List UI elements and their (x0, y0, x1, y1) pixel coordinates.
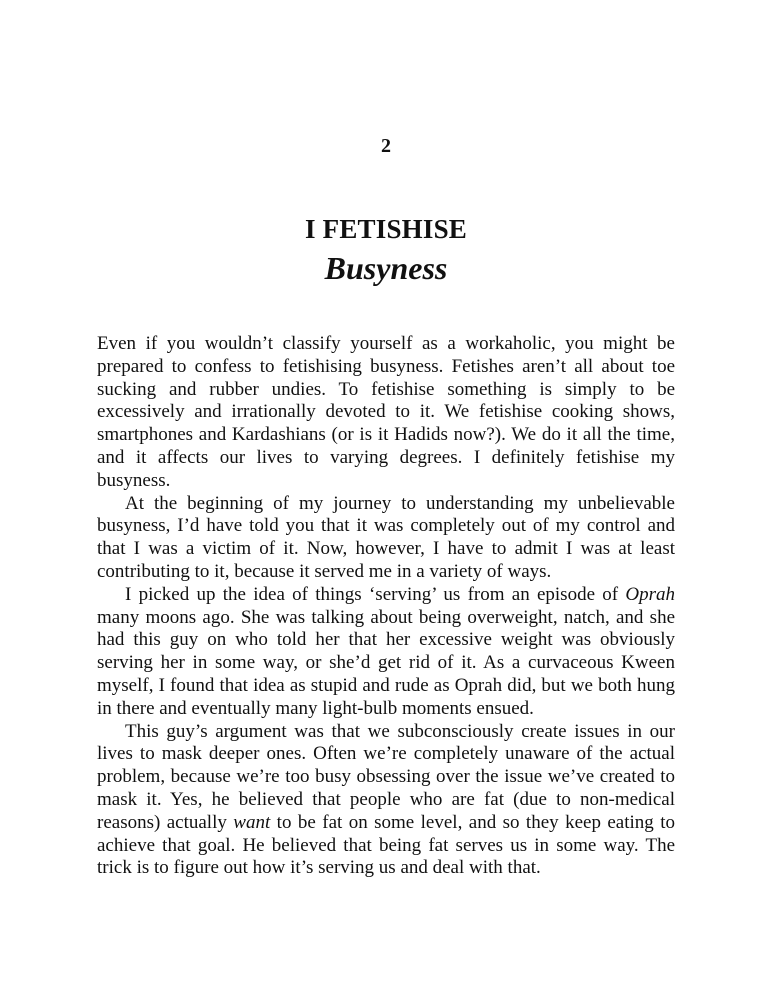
body-text (97, 333, 675, 880)
chapter-number: 2 (381, 135, 391, 157)
italic-text: want (233, 811, 271, 833)
italic-text: Oprah (625, 583, 675, 605)
chapter-title: I FETISHISE (304, 214, 468, 244)
chapter-subtitle: Busyness (324, 250, 448, 286)
paragraph-text: I picked up the idea of things ‘serving’ us from an episode of (125, 583, 626, 605)
paragraph-text: At the beginning of my journey to understanding my unbelievable busyness, I’d have told you that it was completely out of my control and that I was a victim of it. Now, however, I have to admit I was at least contributing to it, because it served me in a variety of ways. (97, 492, 675, 582)
paragraph (97, 584, 675, 721)
paragraph-text: to be fat on some level, and so they keep eating to achieve that goal. He believed that being fat serves us in some way. The trick is to figure out how it’s serving us and deal with that. (97, 811, 675, 879)
paragraph (97, 721, 675, 881)
paragraph-text: Even if you wouldn’t classify yourself as a workaholic, you might be prepared to confess to fetishising busyness. Fetishes aren’t all about toe sucking and rubber undies. To fetishise something is simply to be excessively and irrationally devoted to it. We fetishise cooking shows, smartphones and Kardashians (or is it Hadids now?). We do it all the time, and it affects our lives to varying degrees. I definitely fetishise my busyness. (97, 333, 675, 491)
paragraph (97, 333, 675, 493)
paragraph-text: This guy’s argument was that we subconsciously create issues in our lives to mask deeper ones. Often we’re completely unaware of the actual problem, because we’re too busy obsessing over the issue we’ve created to mask it. Yes, he believed that people who are fat (due to non-medical reasons) actually (97, 720, 675, 833)
paragraph-text: many moons ago. She was talking about being overweight, natch, and she had this guy on who told her that her excessive weight was obviously serving her in some way, or she’d get rid of it. As a curvaceous Kween myself, I found that idea as stupid and rude as Oprah did, but we both hung in there and eventually many light-bulb moments ensued. (97, 606, 675, 719)
paragraph (97, 493, 675, 584)
